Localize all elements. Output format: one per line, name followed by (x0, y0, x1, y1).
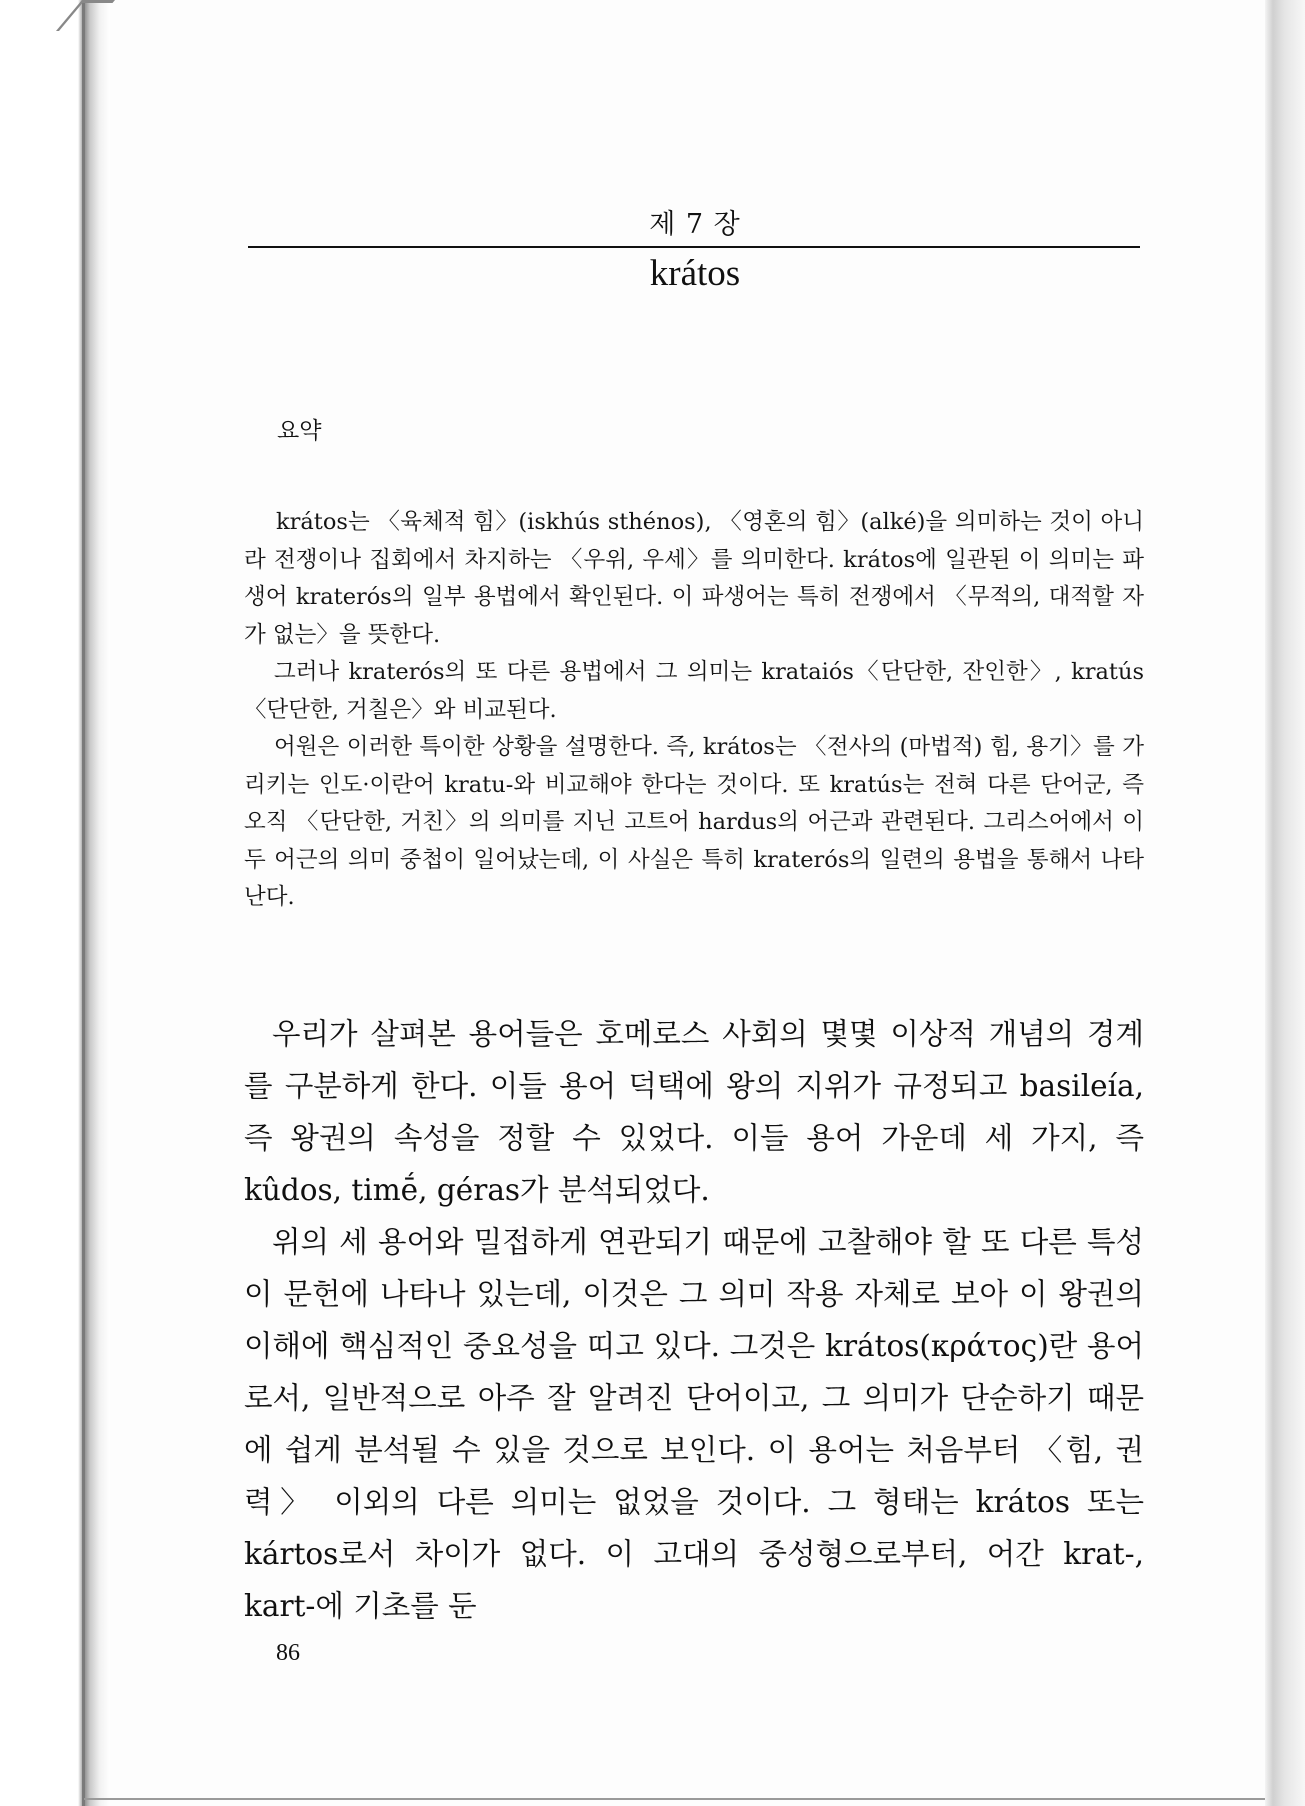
summary-heading: 요약 (277, 418, 322, 444)
chapter-divider (248, 246, 1140, 248)
body-text (244, 1008, 1144, 1632)
chapter-title: krátos (649, 253, 741, 294)
body-paragraph: 우리가 살펴본 용어들은 호메로스 사회의 몇몇 이상적 개념의 경계를 구분하게 한다. 이들 용어 덕택에 왕의 지위가 규정되고 basileía, 즉 왕권의 속성을 정할 수 있었다. 이들 용어 가운데 세 가지, 즉 kûdos, timḗ, géras가 분석되었다. (244, 1017, 1144, 1207)
page-number: 86 (276, 1640, 300, 1666)
summary-paragraph: krátos는 〈육체적 힘〉(iskhús sthénos), 〈영혼의 힘〉(alké)을 의미하는 것이 아니라 전쟁이나 집회에서 차지하는 〈우위, 우세〉를 의미한다. krátos에 일관된 이 의미는 파생어 kraterós의 일부 용법에서 확인된다. 이 파생어는 특히 전쟁에서 〈무적의, 대적할 자가 없는〉을 뜻한다. (244, 509, 1144, 648)
book-spine-line (82, 0, 85, 1806)
body-paragraph: 위의 세 용어와 밀접하게 연관되기 때문에 고찰해야 할 또 다른 특성이 문헌에 나타나 있는데, 이것은 그 의미 작용 자체로 보아 이 왕권의 이해에 핵심적인 중요성을 띠고 있다. 그것은 krátos(κράτος)란 용어로서, 일반적으로 아주 잘 알려진 단어이고, 그 의미가 단순하기 때문에 쉽게 분석될 수 있을 것으로 보인다. 이 용어는 처음부터 〈힘, 권력〉 이외의 다른 의미는 없었을 것이다. 그 형태는 krátos 또는 kártos로서 차이가 없다. 이 고대의 중성형으로부터, 어간 krat-, kart-에 기초를 둔 (244, 1225, 1144, 1623)
book-left-edge (0, 0, 110, 1806)
summary-paragraph: 그러나 kraterós의 또 다른 용법에서 그 의미는 krataiós〈단단한, 잔인한〉, kratús〈단단한, 거칠은〉와 비교된다. (244, 659, 1144, 723)
book-right-edge (1265, 0, 1305, 1806)
chapter-label: 제 7 장 (649, 209, 741, 240)
book-bottom-edge (84, 1798, 1284, 1800)
summary-paragraph: 어원은 이러한 특이한 상황을 설명한다. 즉, krátos는 〈전사의 (마법적) 힘, 용기〉를 가리키는 인도·이란어 kratu-와 비교해야 한다는 것이다. 또 kratús는 전혀 다른 단어군, 즉 오직 〈단단한, 거친〉의 의미를 지닌 고트어 hardus의 어근과 관련된다. 그리스어에서 이 두 어근의 의미 중첩이 일어났는데, 이 사실은 특히 kraterós의 일련의 용법을 통해서 나타난다. (244, 734, 1144, 910)
summary-section (244, 504, 1144, 917)
